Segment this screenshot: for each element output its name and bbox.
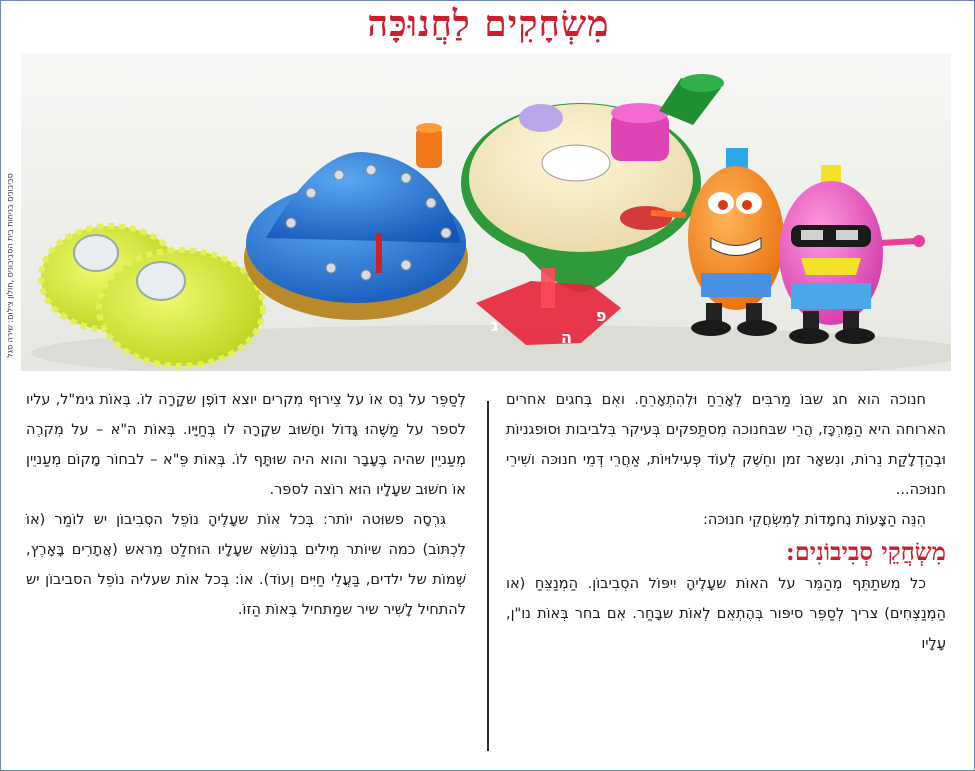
- dreidel-letter-he: ה: [561, 328, 572, 347]
- dreidel-letter-gimel: ג: [491, 316, 499, 335]
- intro-paragraph: חנוכה הוא חג שבּוֹ מַרבִּים לְאָרֵחַ וּלְהִתְאָרֵחַ. ואִם בְּחגים אחרים הארוחה היא הַמֶּרְכָּז, הֲרֵי שבּחנוכה מִסתַּפקים בְּעיקר בִּלביבות וּסוּפגניוֹת וּבְהַדְלָקַת נֵרוֹת, ונִשאָר זמן וחֵשֶׁק לְעוֹד פְּעִילוּיוֹת, אַחֲרֵי דְּמֵי חנוּכּה ושִׁירֵי חנוּכּה...: [506, 392, 946, 498]
- dreidel-game-paragraph: כל מִשתַתֵּף מְהַמֵּר על האוֹת שעָלֶיהָ יִיפּוֹל הסְבִיבוֹן. הַמְנַצֵּחַ (או הַמְנַצְּחִים) צריך לְסַפֵּר סיפּור בְּהֶתְאֵם לְאוֹת שבָּחַר. אִם בחר בְּאוֹת נו"ן, עָלָיו: [506, 576, 946, 652]
- left-column: [26, 385, 466, 625]
- dreidel-letter-pe: פ: [596, 306, 607, 325]
- spinning-tops-photo: [21, 53, 951, 371]
- yellow-top-right: [99, 250, 263, 366]
- suggestions-lead: הִנֵּה הַצָּעוֹת נֶחמָדוֹת לְמִשְׂחֲקֵי חנוּכּה:: [703, 512, 926, 528]
- photo-credit: [3, 151, 17, 386]
- column-divider: [487, 401, 489, 751]
- photo-credit-text: סביבונים בניחות בית הסביבונים ,חולון צילום: שירה סגל: [5, 173, 15, 358]
- story-rules-paragraph: לְסַפֵּר על נֵס אוֹ על צֵירוּף מִקרים יוצא דוֹפֶן שקָרָה לוֹ. בְּאוֹת גימ"ל, עליו לספר על מַשֶּׁהוּ גָּדוֹל וחָשׁוּב שקָרָה לו בְּחַיָּיו. בְּאוֹת ה"א – על מִקרֶה מְעַניֵין שהיה בֶּעָבָר והוא היה שוּתָּף לוֹ. בְּאוֹת פֵּ"א – לבחוֹר מָקוֹם מְעַניֵין אוֹ חשׁוּב שעָלָיו הוּא רוֹצה לספּר.: [26, 392, 466, 498]
- dreidel-games-heading: מִשְׂחֲקֵי סְבִיבוֹנִים:: [785, 537, 946, 566]
- article-title: מִשְׂחָקִים לַחֲנוּכָּה: [367, 3, 610, 45]
- simple-version-paragraph: גִּרְסָה פשוּטה יוֹתר: בְּכל אוֹת שעָלֶיהָ נוֹפֵל הסְבִיבוֹן יש לוֹמַר (אוֹ לִכְתּוֹב) כמה שיוֹתר מִילים בְּנוֹשֵׂא שעָלָיו הוּחלַט מֵראש (אֲתָרִים בָּאָרֶץ, שְׁמוֹת של ילדים, בַּעֲלֵי חַיִּים וְעוֹד). אוֹ: בְּכל אוֹת שעליה נוֹפֵל הסביבוֹן יש להתחיל לָשִׁיר שיר שמַתחיל בְּאוֹת הַזוֹ.: [26, 512, 466, 618]
- right-column: [506, 385, 946, 659]
